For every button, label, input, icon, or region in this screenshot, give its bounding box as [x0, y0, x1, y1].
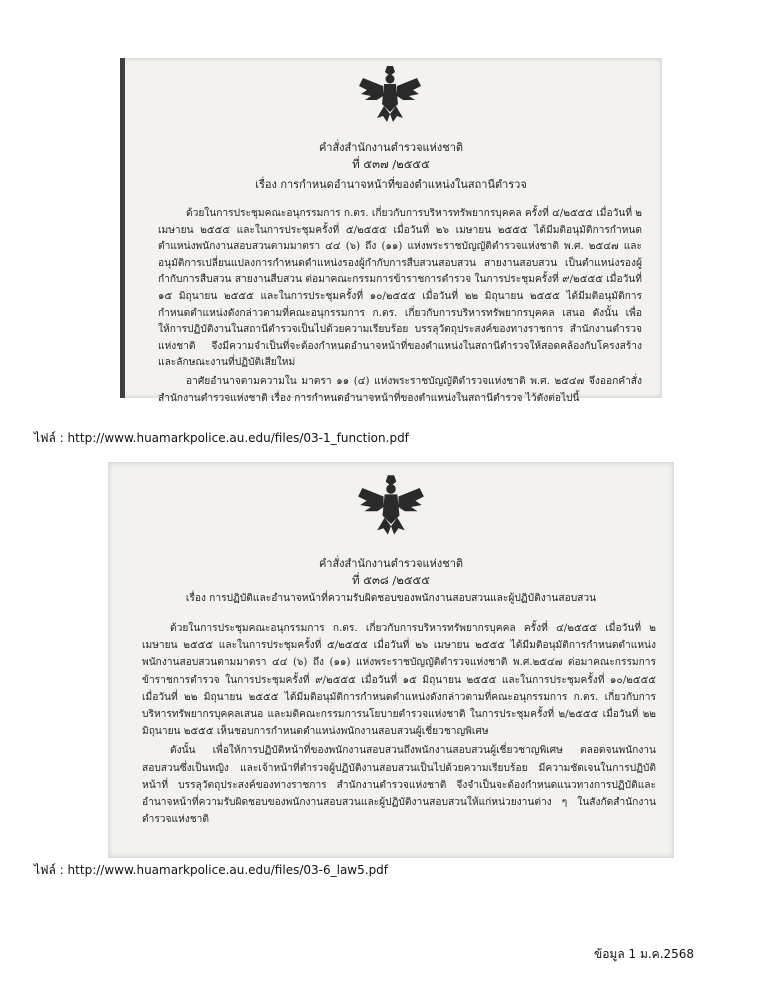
- order-heading: คำสั่งสำนักงานตำรวจแห่งชาติ: [318, 141, 464, 154]
- garuda-emblem-icon: [356, 472, 426, 540]
- order-number: ที่ ๕๓๘ /๒๕๕๕: [352, 573, 430, 587]
- order-heading: คำสั่งสำนักงานตำรวจแห่งชาติ: [318, 557, 464, 570]
- scanned-order-538: [108, 462, 674, 858]
- scan-edge: [120, 58, 125, 398]
- order-body: [142, 620, 656, 856]
- body-paragraph: ด้วยในการประชุมคณะอนุกรรมการ ก.ตร. เกี่ยวกับการบริหารทรัพยากรบุคคล ครั้งที่ ๔/๒๕๕๕ เมื่อวันที่ ๒ เมษายน ๒๕๕๕ และในการประชุมครั้งที่ ๕/๒๕๕๕ เมื่อวันที่ ๒๖ เมษายน ๒๕๕๕ ได้มีมติอนุมัติการกำหนดตำแหน่งพนักงานสอบสวนตามมาตรา ๔๔ (๖) ถึง (๑๑) แห่งพระราชบัญญัติตำรวจแห่งชาติ พ.ศ. ๒๕๔๗ และอนุมัติการเปลี่ยนแปลงการกำหนดตำแหน่งรองผู้กำกับการสืบสวนสอบสวน สายงานสอบสวน เป็นตำแหน่งรองผู้กำกับการสืบสวน สายงานสืบสวน ต่อมาคณะกรรมการข้าราชการตำรวจ ในการประชุมครั้งที่ ๙/๒๕๕๕ เมื่อวันที่ ๑๕ มิถุนายน ๒๕๕๕ และในการประชุมครั้งที่ ๑๐/๒๕๕๕ เมื่อวันที่ ๒๒ มิถุนายน ๒๕๕๕ ได้มีมติอนุมัติการกำหนดตำแหน่งดังกล่าวตามที่คณะอนุกรรมการ ก.ตร. เกี่ยวกับการบริหารทรัพยากรบุคคล เสนอ ดังนั้น เพื่อให้การปฏิบัติงานในสถานีตำรวจเป็นไปด้วยความเรียบร้อย บรรลุวัตถุประสงค์ของทางราชการ สำนักงานตำรวจแห่งชาติ จึงมีความจำเป็นที่จะต้องกำหนดอำนาจหน้าที่ของตำแหน่งในสถานีตำรวจให้สอดคล้องกับโครงสร้างและลักษณะงานที่ปฏิบัติเสียใหม่: [158, 208, 642, 369]
- source-caption: ไฟล์ : http://www.huamarkpolice.au.edu/files/03-6_law5.pdf: [34, 863, 389, 877]
- scanned-order-537: [120, 58, 662, 404]
- garuda-emblem-icon: [357, 64, 423, 126]
- order-subject: เรื่อง การกำหนดอำนาจหน้าที่ของตำแหน่งในสถานีตำรวจ: [255, 178, 527, 191]
- body-paragraph: ดังนั้น เพื่อให้การปฏิบัติหน้าที่ของพนักงานสอบสวนถึงพนักงานสอบสวนผู้เชี่ยวชาญพิเศษ ตลอดจนพนักงานสอบสวนซึ่งเป็นหญิง และเจ้าหน้าที่ตำรวจผู้ปฏิบัติงานสอบสวนเป็นไปด้วยความเรียบร้อย มีความชัดเจนในการปฏิบัติหน้าที่ บรรลุวัตถุประสงค์ของทางราชการ สำนักงานตำรวจแห่งชาติ จึงจำเป็นจะต้องกำหนดแนวทางการปฏิบัติและอำนาจหน้าที่ความรับผิดชอบของพนักงานสอบสวนและผู้ปฏิบัติงานสอบสวนให้แก่หน่วยงานต่าง ๆ ในสังกัดสำนักงานตำรวจแห่งชาติ: [142, 745, 656, 826]
- order-number: ที่ ๕๓๗ /๒๕๕๕: [352, 157, 430, 171]
- body-paragraph: อาศัยอำนาจตามความใน มาตรา ๑๑ (๔) แห่งพระราชบัญญัติตำรวจแห่งชาติ พ.ศ. ๒๕๔๗ จึงออกคำสั่งสำนักงานตำรวจแห่งชาติ เรื่อง การกำหนดอำนาจหน้าที่ของตำแหน่งในสถานีตำรวจ ไว้ดังต่อไปนี้: [158, 375, 642, 404]
- order-subject: เรื่อง การปฏิบัติและอำนาจหน้าที่ความรับผิดชอบของพนักงานสอบสวนและผู้ปฏิบัติงานสอบสวน: [185, 593, 597, 604]
- body-paragraph: ด้วยในการประชุมคณะอนุกรรมการ ก.ตร. เกี่ยวกับการบริหารทรัพยากรบุคคล ครั้งที่ ๔/๒๕๕๕ เมื่อวันที่ ๒ เมษายน ๒๕๕๕ และในการประชุมครั้งที่ ๕/๒๕๕๕ เมื่อวันที่ ๒๖ เมษายน ๒๕๕๕ ได้มีมติอนุมัติการกำหนดตำแหน่งพนักงานสอบสวนตามมาตรา ๔๔ (๖) ถึง (๑๑) แห่งพระราชบัญญัติตำรวจแห่งชาติ พ.ศ.๒๕๔๗ ต่อมาคณะกรรมการข้าราชการตำรวจ ในการประชุมครั้งที่ ๙/๒๕๕๕ เมื่อวันที่ ๑๕ มิถุนายน ๒๕๕๕ และในการประชุมครั้งที่ ๑๐/๒๕๕๕ เมื่อวันที่ ๒๒ มิถุนายน ๒๕๕๕ ได้มีมติอนุมัติการกำหนดตำแหน่งดังกล่าวตามที่คณะอนุกรรมการ ก.ตร. เกี่ยวกับการบริหารทรัพยากรบุคคลเสนอ และมติคณะกรรมการนโยบายตำรวจแห่งชาติ ในการประชุมครั้งที่ ๒/๒๕๕๕ เมื่อวันที่ ๒๒ มิถุนายน ๒๕๕๕ เห็นชอบการกำหนดตำแหน่งพนักงานสอบสวนผู้เชี่ยวชาญพิเศษ: [142, 623, 656, 738]
- source-caption: ไฟล์ : http://www.huamarkpolice.au.edu/files/03-1_function.pdf: [34, 431, 409, 445]
- order-body: [158, 206, 642, 404]
- data-date-note: ข้อมูล 1 ม.ค.2568: [594, 947, 695, 961]
